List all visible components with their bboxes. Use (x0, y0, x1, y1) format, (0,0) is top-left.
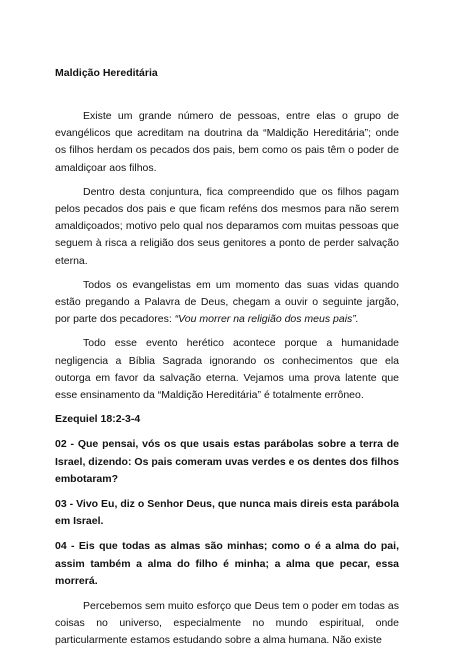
document-body (55, 66, 399, 657)
scripture-reference: Ezequiel 18:2-3-4 (55, 413, 141, 426)
document-title: Maldição Hereditária (55, 67, 158, 79)
paragraph-2: Dentro desta conjuntura, fica compreendido que os filhos pagam pelos pecados dos pais e que ficam reféns dos mesmos para não serem amaldiçoados; motivo pelo qual nos deparamos com muitas pessoas que seguem à risca a religião dos seus genitores a ponto de perder salvação eterna. (55, 185, 399, 267)
verse-02: 02 - Que pensai, vós os que usais estas parábolas sobre a terra de Israel, dizendo: Os pais comeram uvas verdes e os dentes dos filhos embotaram? (55, 438, 399, 485)
verse-04: 04 - Eis que todas as almas são minhas; como o é a alma do pai, assim também a alma do filho é minha; a alma que pecar, essa morrerá. (55, 540, 399, 587)
paragraph-1: Existe um grande número de pessoas, entre elas o grupo de evangélicos que acreditam na doutrina da “Maldição Hereditária”; onde os filhos herdam os pecados dos pais, bem como os pais têm o poder de amaldiçoar aos filhos. (55, 110, 399, 174)
closing-paragraph: Percebemos sem muito esforço que Deus tem o poder em todas as coisas no universo, especialmente no mundo espiritual, onde particularmente estamos estudando sobre a alma humana. Não existe (55, 600, 399, 647)
verse-03: 03 - Vivo Eu, diz o Senhor Deus, que nunca mais direis esta parábola em Israel. (55, 498, 399, 528)
paragraph-3 (55, 277, 399, 329)
paragraph-4: Todo esse evento herético acontece porque a humanidade negligencia a Bíblia Sagrada ignorando os conhecimentos que ela outorga em favor da salvação eterna. Vejamos uma prova latente que esse ensinamento da “Maldição Hereditária” é totalmente errôneo. (55, 337, 399, 402)
paragraph-3-text: Todos os evangelistas em um momento das suas vidas quando estão pregando a Palavra de Deus, chegam a ouvir o seguinte jargão, por parte dos pecadores: (55, 278, 399, 326)
paragraph-3-quote: “Vou morrer na religião dos meus pais”. (174, 313, 359, 326)
